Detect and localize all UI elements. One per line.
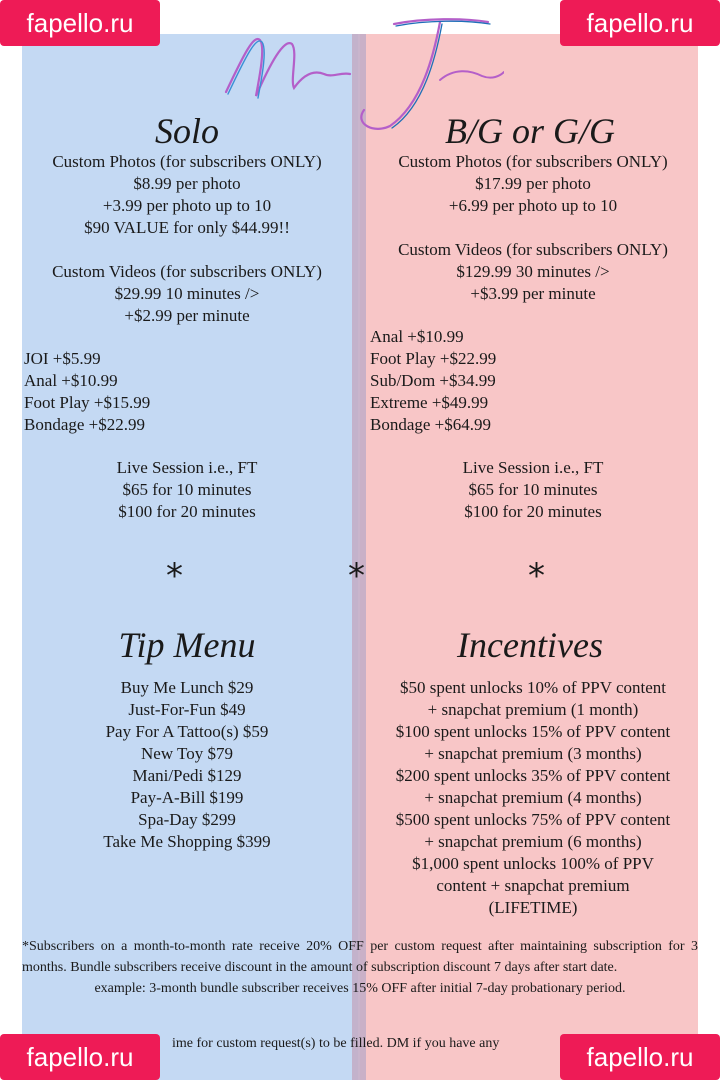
tip-menu-list bbox=[22, 677, 352, 853]
incentive-line: content + snapchat premium bbox=[436, 876, 630, 895]
asterisk-center: * bbox=[348, 556, 365, 596]
bg-live-line: $100 for 20 minutes bbox=[464, 502, 602, 521]
incentive-line: $50 spent unlocks 10% of PPV content bbox=[399, 678, 666, 697]
incentives-title: Incentives bbox=[457, 625, 603, 665]
incentives-list bbox=[364, 677, 702, 919]
tip-menu-item: New Toy $79 bbox=[141, 744, 233, 763]
tip-menu-item: Pay-A-Bill $199 bbox=[130, 788, 244, 807]
bg-addon-item: Extreme +$49.99 bbox=[370, 393, 489, 412]
bg-videos-line: +$3.99 per minute bbox=[470, 284, 596, 303]
bg-photos-line: +6.99 per photo up to 10 bbox=[448, 196, 618, 215]
solo-photos-line: $8.99 per photo bbox=[133, 174, 241, 193]
watermark-badge-bottom-left: fapello.ru bbox=[0, 1034, 160, 1080]
solo-videos-line: Custom Videos (for subscribers ONLY) bbox=[52, 262, 322, 281]
tip-menu-title: Tip Menu bbox=[118, 625, 256, 665]
bg-addon-item: Foot Play +$22.99 bbox=[370, 349, 497, 368]
tip-menu-item: Just-For-Fun $49 bbox=[128, 700, 246, 719]
solo-live-line: $100 for 20 minutes bbox=[118, 502, 256, 521]
solo-videos-line: +$2.99 per minute bbox=[124, 306, 250, 325]
tip-menu-item: Mani/Pedi $129 bbox=[132, 766, 242, 785]
bg-photos bbox=[370, 151, 696, 305]
bg-addon-item: Bondage +$64.99 bbox=[370, 415, 492, 434]
bg-addon-item: Sub/Dom +$34.99 bbox=[370, 371, 496, 390]
incentive-line: $1,000 spent unlocks 100% of PPV bbox=[412, 854, 654, 873]
bg-videos-line: Custom Videos (for subscribers ONLY) bbox=[398, 240, 668, 259]
footnote-main: *Subscribers on a month-to-month rate receive 20% OFF per custom request after maintaining subscription for 3 months. Bundle subscribers receive discount in the amount of subscription discount 7 days after start date. bbox=[22, 939, 698, 975]
asterisk-right: * bbox=[528, 556, 545, 596]
asterisk-left: * bbox=[166, 556, 183, 596]
solo-live-session bbox=[22, 457, 352, 523]
bg-live-line: $65 for 10 minutes bbox=[468, 480, 598, 499]
solo-photos bbox=[22, 151, 352, 327]
bg-photos-line: Custom Photos (for subscribers ONLY) bbox=[398, 152, 668, 171]
watermark-badge-top-right: fapello.ru bbox=[560, 0, 720, 46]
solo-live-line: Live Session i.e., FT bbox=[116, 458, 258, 477]
solo-addon-item: Foot Play +$15.99 bbox=[24, 393, 151, 412]
incentive-line: + snapchat premium (4 months) bbox=[424, 788, 642, 807]
incentive-line: $200 spent unlocks 35% of PPV content bbox=[395, 766, 671, 785]
solo-addon-item: Bondage +$22.99 bbox=[24, 415, 146, 434]
tip-menu-item: Spa-Day $299 bbox=[138, 810, 236, 829]
tip-menu-item: Pay For A Tattoo(s) $59 bbox=[105, 722, 269, 741]
solo-addon-item: Anal +$10.99 bbox=[24, 371, 118, 390]
solo-addon-item: JOI +$5.99 bbox=[24, 349, 101, 368]
bg-videos-line: $129.99 30 minutes /> bbox=[456, 262, 610, 281]
solo-live-line: $65 for 10 minutes bbox=[122, 480, 252, 499]
solo-photos-line: Custom Photos (for subscribers ONLY) bbox=[52, 152, 322, 171]
watermark-badge-top-left: fapello.ru bbox=[0, 0, 160, 46]
bg-live-line: Live Session i.e., FT bbox=[462, 458, 604, 477]
incentive-line: + snapchat premium (1 month) bbox=[427, 700, 639, 719]
solo-photos-line: +3.99 per photo up to 10 bbox=[102, 196, 272, 215]
incentive-line: $100 spent unlocks 15% of PPV content bbox=[395, 722, 671, 741]
solo-videos-line: $29.99 10 minutes /> bbox=[114, 284, 260, 303]
bg-photos-line: $17.99 per photo bbox=[475, 174, 591, 193]
incentive-line: + snapchat premium (3 months) bbox=[424, 744, 642, 763]
solo-photos-line: $90 VALUE for only $44.99!! bbox=[84, 218, 290, 237]
watermark-badge-bottom-right: fapello.ru bbox=[560, 1034, 720, 1080]
solo-addons bbox=[24, 348, 344, 436]
solo-title: Solo bbox=[154, 111, 219, 151]
bg-live-session bbox=[370, 457, 696, 523]
footnote-example: example: 3-month bundle subscriber receives 15% OFF after initial 7-day probationary period. bbox=[94, 981, 626, 996]
footnote-partial: ime for custom request(s) to be filled. DM if you have any bbox=[172, 1036, 500, 1051]
incentive-line: + snapchat premium (6 months) bbox=[424, 832, 642, 851]
bg-addons bbox=[370, 326, 690, 436]
tip-menu-item: Buy Me Lunch $29 bbox=[120, 678, 254, 697]
bg-title: B/G or G/G bbox=[445, 111, 615, 151]
bg-addon-item: Anal +$10.99 bbox=[370, 327, 464, 346]
incentive-line: $500 spent unlocks 75% of PPV content bbox=[395, 810, 671, 829]
incentive-line: (LIFETIME) bbox=[488, 898, 578, 917]
footnote bbox=[22, 936, 698, 999]
tip-menu-item: Take Me Shopping $399 bbox=[103, 832, 271, 851]
